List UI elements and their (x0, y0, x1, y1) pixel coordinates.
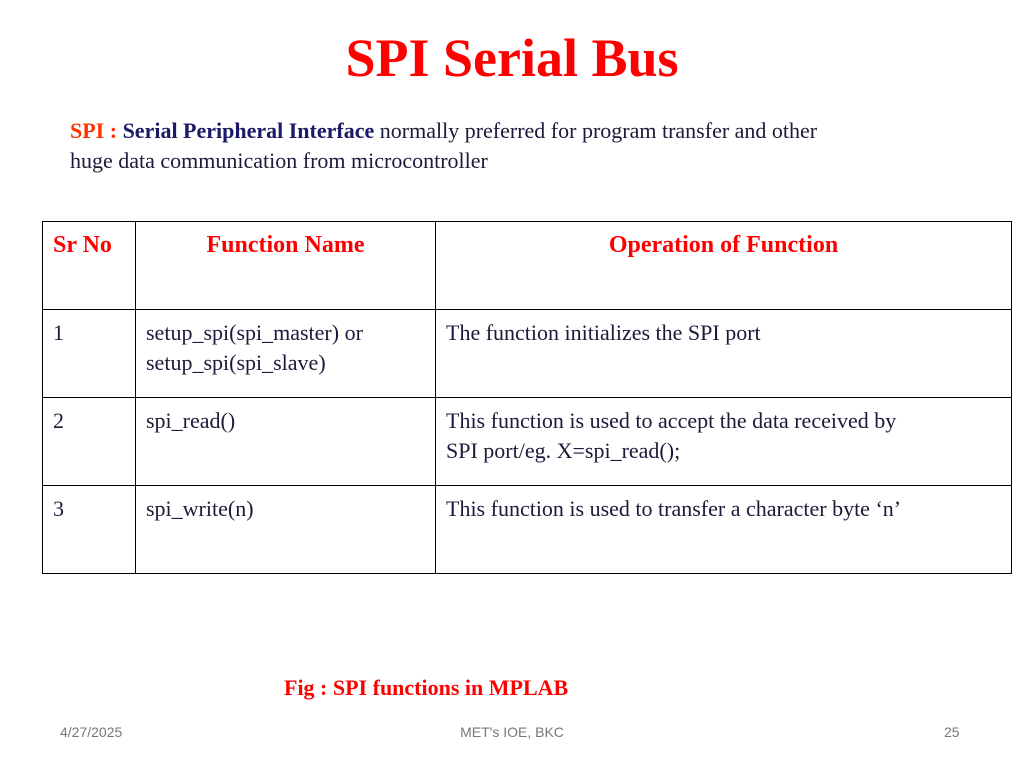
cell-function-name (136, 398, 436, 486)
cell-sr: 3 (43, 486, 136, 574)
figure-caption: Fig : SPI functions in MPLAB (284, 675, 569, 700)
cell-function-name (136, 486, 436, 574)
table-row (43, 398, 1012, 486)
table-row (43, 310, 1012, 398)
cell-sr: 1 (43, 310, 136, 398)
table-header-row (43, 222, 1012, 310)
footer-date: 4/27/2025 (60, 724, 123, 740)
footer-page-number: 25 (944, 724, 960, 740)
cell-operation (436, 398, 1012, 486)
cell-function-name (136, 310, 436, 398)
cell-sr: 2 (43, 398, 136, 486)
header-operation: Operation of Function (436, 222, 1012, 310)
function-name-line1: spi_read() (146, 408, 236, 433)
slide-title: SPI Serial Bus (345, 28, 679, 88)
intro-term: Serial Peripheral Interface (122, 118, 375, 143)
intro-paragraph (70, 116, 970, 176)
cell-operation (436, 486, 1012, 574)
operation-line1: This function is used to transfer a character byte ‘n’ (446, 496, 902, 521)
footer-institution: MET's IOE, BKC (460, 724, 564, 740)
function-name-line1: spi_write(n) (146, 496, 254, 521)
header-function-name: Function Name (136, 222, 436, 310)
function-name-line2: setup_spi(spi_slave) (146, 350, 326, 375)
cell-operation (436, 310, 1012, 398)
header-sr-no: Sr No (43, 222, 136, 310)
spi-function-table (42, 221, 1012, 574)
operation-line1: The function initializes the SPI port (446, 320, 761, 345)
operation-line1: This function is used to accept the data received by (446, 408, 897, 433)
intro-text-line1: normally preferred for program transfer and other (374, 118, 818, 143)
intro-text-line2: huge data communication from microcontroller (70, 148, 488, 173)
function-name-line1: setup_spi(spi_master) or (146, 320, 363, 345)
table-row (43, 486, 1012, 574)
operation-line2: SPI port/eg. X=spi_read(); (446, 438, 681, 463)
intro-key: SPI : (70, 118, 118, 143)
